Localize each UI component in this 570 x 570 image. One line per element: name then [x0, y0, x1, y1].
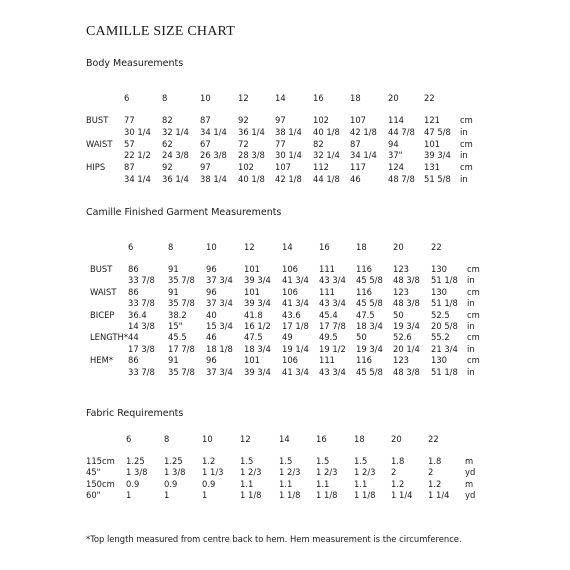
table-cell: 19 1/4	[282, 343, 309, 354]
table-cell: 48 7/8	[388, 174, 415, 184]
unit-label: m	[465, 456, 474, 466]
row-label: 60"	[86, 490, 101, 501]
table-cell: 28 3/8	[238, 150, 265, 161]
table-cell: 39 3/4	[244, 275, 271, 286]
table-cell: 96	[206, 286, 217, 297]
table-cell: 17 7/8	[319, 321, 346, 331]
unit-label: in	[467, 343, 475, 354]
table-cell: 111	[319, 286, 335, 297]
table-cell: 1.5	[279, 456, 293, 466]
table-cell: 117	[350, 162, 366, 173]
table-cell: 2	[428, 467, 434, 478]
table-cell: 101	[244, 264, 260, 274]
table-cell: 37 3/4	[206, 298, 233, 309]
table-cell: 107	[350, 115, 366, 125]
size-header: 20	[388, 93, 399, 103]
table-cell: 52.6	[393, 332, 412, 343]
unit-label: in	[460, 126, 468, 137]
table-cell: 106	[282, 355, 298, 366]
table-cell: 52.5	[431, 309, 450, 320]
table-cell: 1.25	[126, 456, 145, 466]
table-cell: 32 1/4	[162, 126, 189, 137]
table-cell: 1.1	[240, 478, 254, 489]
unit-label: in	[460, 150, 468, 161]
table-cell: 1 2/3	[240, 467, 262, 478]
table-cell: 1 1/8	[279, 490, 301, 501]
table-cell: 17 1/8	[282, 321, 309, 331]
unit-label: cm	[467, 264, 480, 274]
table-cell: 116	[356, 355, 372, 366]
table-cell: 21 3/4	[431, 343, 458, 354]
size-header: 10	[206, 242, 217, 252]
table-cell: 45.5	[168, 332, 187, 343]
table-cell: 49.5	[319, 332, 338, 343]
table-cell: 20 5/8	[431, 321, 458, 331]
table-cell: 111	[319, 264, 335, 274]
table-cell: 46	[206, 332, 217, 343]
table-cell: 39 3/4	[424, 150, 451, 161]
unit-label: m	[465, 478, 474, 489]
unit-label: in	[467, 298, 475, 309]
size-header: 22	[431, 242, 442, 252]
size-header: 12	[244, 242, 255, 252]
body-measurements-heading: Body Measurements	[86, 58, 184, 69]
table-cell: 19 3/4	[393, 321, 420, 331]
size-header: 6	[128, 242, 134, 252]
table-cell: 43.6	[282, 309, 301, 320]
table-cell: 51 5/8	[424, 174, 451, 184]
table-cell: 36.4	[128, 309, 147, 320]
table-cell: 106	[282, 264, 298, 274]
table-cell: 57	[124, 138, 135, 149]
unit-label: in	[467, 275, 475, 286]
table-cell: 48 3/8	[393, 366, 420, 377]
size-header: 6	[126, 434, 132, 444]
table-cell: 130	[431, 264, 447, 274]
table-cell: 14 3/8	[128, 321, 155, 331]
table-cell: 67	[200, 138, 211, 149]
table-cell: 102	[238, 162, 254, 173]
size-header: 22	[428, 434, 439, 444]
table-cell: 33 7/8	[128, 298, 155, 309]
table-cell: 50	[356, 332, 367, 343]
table-cell: 92	[162, 162, 173, 173]
table-cell: 35 7/8	[168, 275, 195, 286]
table-cell: 96	[206, 355, 217, 366]
table-cell: 72	[238, 138, 249, 149]
size-header: 20	[393, 242, 404, 252]
table-cell: 44	[128, 332, 139, 343]
table-cell: 18 3/4	[356, 321, 383, 331]
table-cell: 124	[388, 162, 404, 173]
table-cell: 47.5	[244, 332, 263, 343]
row-label: 115cm	[86, 456, 115, 466]
table-cell: 1 1/4	[428, 490, 450, 501]
unit-label: cm	[460, 162, 473, 173]
size-header: 8	[168, 242, 174, 252]
table-cell: 96	[206, 264, 217, 274]
table-cell: 91	[168, 286, 179, 297]
unit-label: cm	[467, 286, 480, 297]
unit-label: cm	[467, 355, 480, 366]
table-cell: 1.1	[354, 478, 368, 489]
size-header: 16	[316, 434, 327, 444]
fabric-requirements-heading: Fabric Requirements	[86, 408, 184, 419]
table-cell: 86	[128, 286, 139, 297]
table-cell: 17 7/8	[168, 343, 195, 354]
unit-label: cm	[467, 332, 480, 343]
table-cell: 39 3/4	[244, 298, 271, 309]
size-header: 14	[279, 434, 290, 444]
table-cell: 123	[393, 355, 409, 366]
unit-label: cm	[460, 115, 473, 125]
table-cell: 1 1/8	[354, 490, 376, 501]
row-label: 150cm	[86, 478, 115, 489]
table-cell: 15 3/4	[206, 321, 233, 331]
size-header: 16	[313, 93, 324, 103]
table-cell: 51 1/8	[431, 275, 458, 286]
table-cell: 19 3/4	[356, 343, 383, 354]
table-cell: 45 5/8	[356, 275, 383, 286]
table-cell: 45.4	[319, 309, 338, 320]
table-cell: 47 5/8	[424, 126, 451, 137]
size-header: 10	[200, 93, 211, 103]
table-cell: 1.5	[240, 456, 254, 466]
table-cell: 17 3/8	[128, 343, 155, 354]
table-cell: 37"	[388, 150, 403, 161]
size-header: 14	[282, 242, 293, 252]
row-label: WAIST	[90, 286, 117, 297]
table-cell: 1	[126, 490, 132, 501]
table-cell: 16 1/2	[244, 321, 271, 331]
row-label: HEM*	[90, 355, 114, 366]
table-cell: 47.5	[356, 309, 375, 320]
table-cell: 102	[313, 115, 329, 125]
table-cell: 1.1	[279, 478, 293, 489]
table-cell: 123	[393, 264, 409, 274]
table-cell: 18 3/4	[244, 343, 271, 354]
table-cell: 130	[431, 286, 447, 297]
table-cell: 1 1/3	[202, 467, 224, 478]
table-cell: 15"	[168, 321, 183, 331]
table-cell: 38 1/4	[200, 174, 227, 184]
table-cell: 43 3/4	[319, 298, 346, 309]
size-header: 16	[319, 242, 330, 252]
table-cell: 87	[350, 138, 361, 149]
size-header: 8	[164, 434, 170, 444]
table-cell: 33 7/8	[128, 366, 155, 377]
table-cell: 111	[319, 355, 335, 366]
size-header: 8	[162, 93, 168, 103]
size-header: 12	[240, 434, 251, 444]
table-cell: 101	[424, 138, 440, 149]
table-cell: 106	[282, 286, 298, 297]
table-cell: 51 1/8	[431, 366, 458, 377]
table-cell: 37 3/4	[206, 366, 233, 377]
table-cell: 1 2/3	[354, 467, 376, 478]
size-header: 18	[354, 434, 365, 444]
size-header: 14	[275, 93, 286, 103]
table-cell: 1 1/8	[240, 490, 262, 501]
table-cell: 45 5/8	[356, 298, 383, 309]
table-cell: 1.25	[164, 456, 183, 466]
table-cell: 114	[388, 115, 404, 125]
table-cell: 26 3/8	[200, 150, 227, 161]
table-cell: 41 3/4	[282, 298, 309, 309]
row-label: 45"	[86, 467, 101, 478]
table-cell: 41 3/4	[282, 275, 309, 286]
table-cell: 34 1/4	[350, 150, 377, 161]
table-cell: 19 1/2	[319, 343, 346, 354]
table-cell: 101	[244, 355, 260, 366]
unit-label: yd	[465, 467, 476, 478]
table-cell: 41.8	[244, 309, 263, 320]
table-cell: 49	[282, 332, 293, 343]
table-cell: 112	[313, 162, 329, 173]
table-cell: 37 3/4	[206, 275, 233, 286]
table-cell: 36 1/4	[238, 126, 265, 137]
table-cell: 91	[168, 264, 179, 274]
table-cell: 92	[238, 115, 249, 125]
table-cell: 116	[356, 286, 372, 297]
table-cell: 1.8	[428, 456, 442, 466]
table-cell: 0.9	[164, 478, 178, 489]
table-cell: 1 1/8	[316, 490, 338, 501]
table-cell: 34 1/4	[124, 174, 151, 184]
table-cell: 1.1	[316, 478, 330, 489]
table-cell: 33 7/8	[128, 275, 155, 286]
table-cell: 36 1/4	[162, 174, 189, 184]
footnote: *Top length measured from centre back to hem. Hem measurement is the circumference.	[86, 534, 462, 544]
table-cell: 101	[244, 286, 260, 297]
table-cell: 38 1/4	[275, 126, 302, 137]
table-cell: 34 1/4	[200, 126, 227, 137]
table-cell: 77	[124, 115, 135, 125]
table-cell: 30 1/4	[124, 126, 151, 137]
table-cell: 20 1/4	[393, 343, 420, 354]
table-cell: 1.5	[354, 456, 368, 466]
table-cell: 24 3/8	[162, 150, 189, 161]
table-cell: 0.9	[202, 478, 216, 489]
table-cell: 1 2/3	[316, 467, 338, 478]
size-header: 20	[391, 434, 402, 444]
table-cell: 1.8	[391, 456, 405, 466]
table-cell: 45 5/8	[356, 366, 383, 377]
table-cell: 94	[388, 138, 399, 149]
table-cell: 55.2	[431, 332, 450, 343]
size-header: 22	[424, 93, 435, 103]
table-cell: 87	[124, 162, 135, 173]
table-cell: 44 1/8	[313, 174, 340, 184]
table-cell: 82	[162, 115, 173, 125]
table-cell: 46	[350, 174, 361, 184]
row-label: BICEP	[90, 309, 115, 320]
size-header: 18	[356, 242, 367, 252]
table-cell: 43 3/4	[319, 275, 346, 286]
row-label: WAIST	[86, 138, 113, 149]
table-cell: 42 1/8	[275, 174, 302, 184]
table-cell: 42 1/8	[350, 126, 377, 137]
table-cell: 48 3/8	[393, 275, 420, 286]
table-cell: 1.2	[202, 456, 216, 466]
table-cell: 107	[275, 162, 291, 173]
table-cell: 82	[313, 138, 324, 149]
unit-label: cm	[467, 309, 480, 320]
size-header: 12	[238, 93, 249, 103]
table-cell: 116	[356, 264, 372, 274]
table-cell: 1	[202, 490, 208, 501]
table-cell: 51 1/8	[431, 298, 458, 309]
table-cell: 130	[431, 355, 447, 366]
table-cell: 1	[164, 490, 170, 501]
table-cell: 18 1/8	[206, 343, 233, 354]
table-cell: 1.5	[316, 456, 330, 466]
table-cell: 121	[424, 115, 440, 125]
table-cell: 1 1/4	[391, 490, 413, 501]
table-cell: 30 1/4	[275, 150, 302, 161]
table-cell: 32 1/4	[313, 150, 340, 161]
table-cell: 44 7/8	[388, 126, 415, 137]
unit-label: in	[467, 366, 475, 377]
table-cell: 86	[128, 264, 139, 274]
table-cell: 1 3/8	[126, 467, 148, 478]
size-header: 18	[350, 93, 361, 103]
size-header: 10	[202, 434, 213, 444]
table-cell: 35 7/8	[168, 366, 195, 377]
table-cell: 40 1/8	[238, 174, 265, 184]
table-cell: 50	[393, 309, 404, 320]
unit-label: in	[460, 174, 468, 184]
table-cell: 1 2/3	[279, 467, 301, 478]
table-cell: 86	[128, 355, 139, 366]
table-cell: 22 1/2	[124, 150, 151, 161]
table-cell: 41 3/4	[282, 366, 309, 377]
row-label: BUST	[90, 264, 113, 274]
table-cell: 2	[391, 467, 397, 478]
unit-label: cm	[460, 138, 473, 149]
table-cell: 77	[275, 138, 286, 149]
unit-label: in	[467, 321, 475, 331]
row-label: HIPS	[86, 162, 106, 173]
table-cell: 0.9	[126, 478, 140, 489]
size-header: 6	[124, 93, 130, 103]
table-cell: 97	[275, 115, 286, 125]
garment-measurements-heading: Camille Finished Garment Measurements	[86, 207, 282, 218]
table-cell: 91	[168, 355, 179, 366]
table-cell: 87	[200, 115, 211, 125]
table-cell: 97	[200, 162, 211, 173]
row-label: BUST	[86, 115, 109, 125]
row-label: LENGTH*	[90, 332, 129, 343]
chart-title: CAMILLE SIZE CHART	[86, 24, 235, 39]
table-cell: 39 3/4	[244, 366, 271, 377]
table-cell: 62	[162, 138, 173, 149]
table-cell: 123	[393, 286, 409, 297]
table-cell: 43 3/4	[319, 366, 346, 377]
table-cell: 48 3/8	[393, 298, 420, 309]
table-cell: 1 3/8	[164, 467, 186, 478]
table-cell: 131	[424, 162, 440, 173]
table-cell: 40 1/8	[313, 126, 340, 137]
table-cell: 1.2	[391, 478, 405, 489]
table-cell: 1.2	[428, 478, 442, 489]
table-cell: 40	[206, 309, 217, 320]
unit-label: yd	[465, 490, 476, 501]
table-cell: 35 7/8	[168, 298, 195, 309]
table-cell: 38.2	[168, 309, 187, 320]
